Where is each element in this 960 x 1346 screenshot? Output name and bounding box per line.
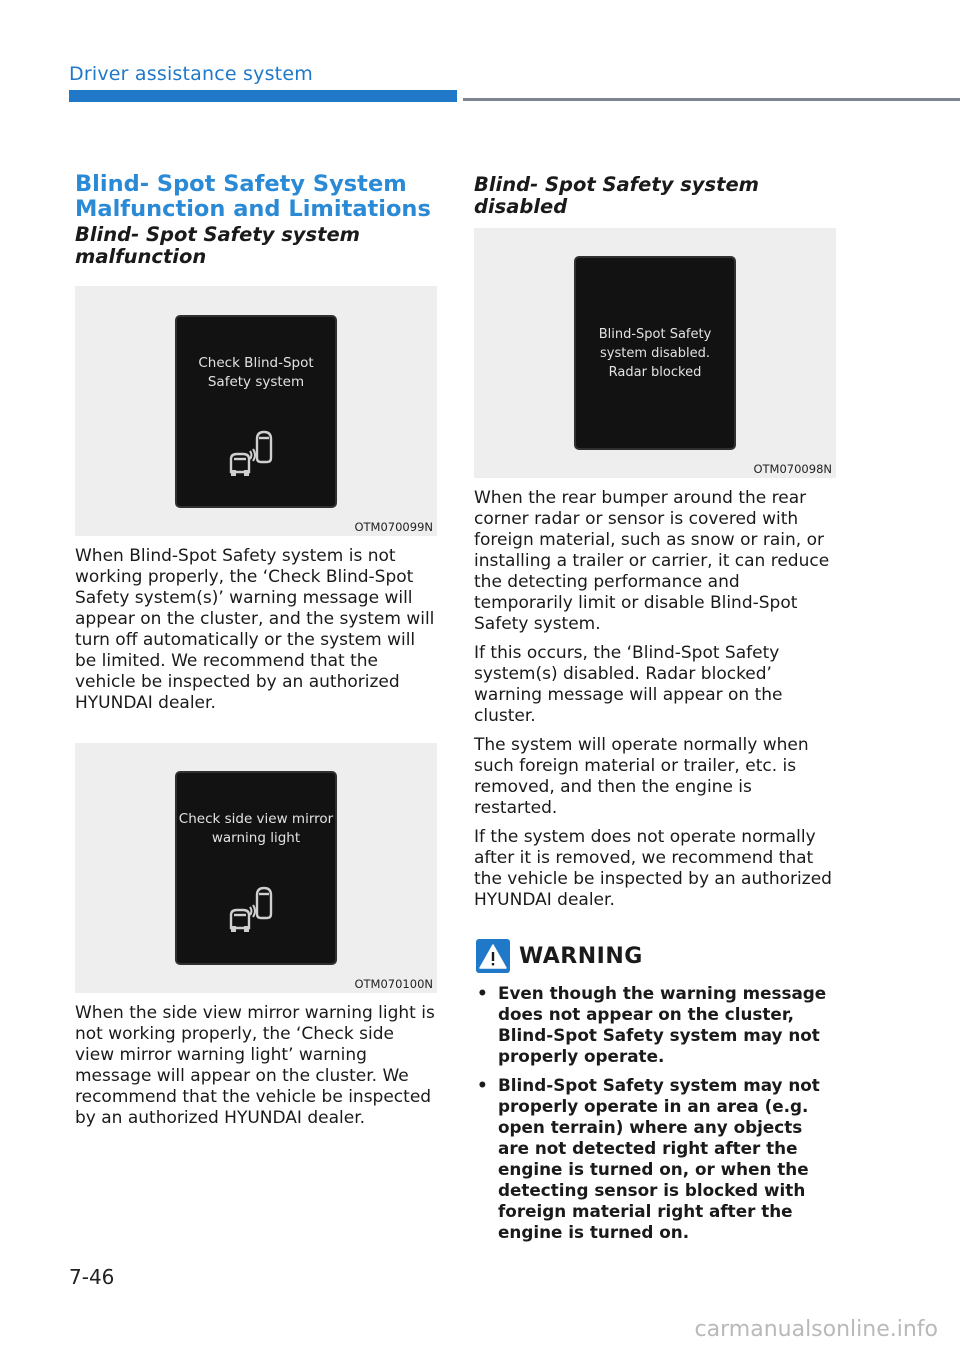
warning-item: • Blind-Spot Safety system may not properly operate in an area (e.g. open terrain) where any objects are not detected right after the engine is turned on, or when the detecting sensor is blocked with foreign material right after the engine is turned on. [474,1075,836,1243]
right-column [474,172,836,1251]
page-number: 7-46 [69,1265,115,1289]
figure-check-blind-spot [75,286,437,536]
cluster-screen [175,771,337,965]
section-title: Blind- Spot Safety System Malfunction and Limitations [75,171,431,222]
warning-header [474,939,836,973]
warning-list [474,983,836,1243]
header-rule-right [463,98,960,101]
warning-triangle-icon [476,939,510,973]
paragraph-side-mirror: When the side view mirror warning light is not working properly, the ‘Check side view mirror warning light’ warning message will appear on the cluster. We recommend that the vehicle be inspected by an authorized HYUNDAI dealer. [75,1003,435,1128]
left-column [75,172,437,1137]
paragraph: If the system does not operate normally after it is removed, we recommend that the vehicle be inspected by an authorized HYUNDAI dealer. [474,827,832,910]
warning-label: WARNING [519,943,643,969]
blind-spot-car-icon [227,429,283,479]
paragraph-malfunction: When Blind-Spot Safety system is not working properly, the ‘Check Blind-Spot Safety system(s)’ warning message will appear on the cluster, and the system will turn off automatically or the system will be limited. We recommend that the vehicle be inspected by an authorized HYUNDAI dealer. [75,546,435,713]
cluster-message: Check side view mirror warning light [178,811,334,846]
watermark: carmanualsonline.info [694,1317,938,1342]
figure-radar-blocked [474,228,836,478]
paragraph: If this occurs, the ‘Blind-Spot Safety system(s) disabled. Radar blocked’ warning message will appear on the cluster. [474,643,783,726]
warning-item: • Even though the warning message does not appear on the cluster, Blind-Spot Safety system may not properly operate. [474,983,836,1067]
sub-title-disabled: Blind- Spot Safety system disabled [474,173,759,218]
cluster-screen [574,256,736,450]
header-rule-left [69,90,457,102]
figure-side-mirror [75,743,437,993]
figure-code: OTM070100N [354,977,433,991]
cluster-message: Blind-Spot Safety system disabled. Radar blocked [598,327,712,380]
sub-title-malfunction: Blind- Spot Safety system malfunction [75,223,360,268]
cluster-message: Check Blind-Spot Safety system [198,355,314,390]
disabled-paragraphs [474,488,836,911]
figure-code: OTM070099N [354,520,433,534]
paragraph: The system will operate normally when such foreign material or trailer, etc. is removed, and then the engine is restarted. [474,735,809,818]
blind-spot-car-icon [227,885,283,935]
paragraph: When the rear bumper around the rear corner radar or sensor is covered with foreign material, such as snow or rain, or installing a trailer or carrier, it can reduce the detecting performance and temporarily limit or disable Blind-Spot Safety system. [474,488,830,634]
cluster-screen [175,315,337,508]
header-title: Driver assistance system [69,63,313,85]
figure-code: OTM070098N [753,462,832,476]
